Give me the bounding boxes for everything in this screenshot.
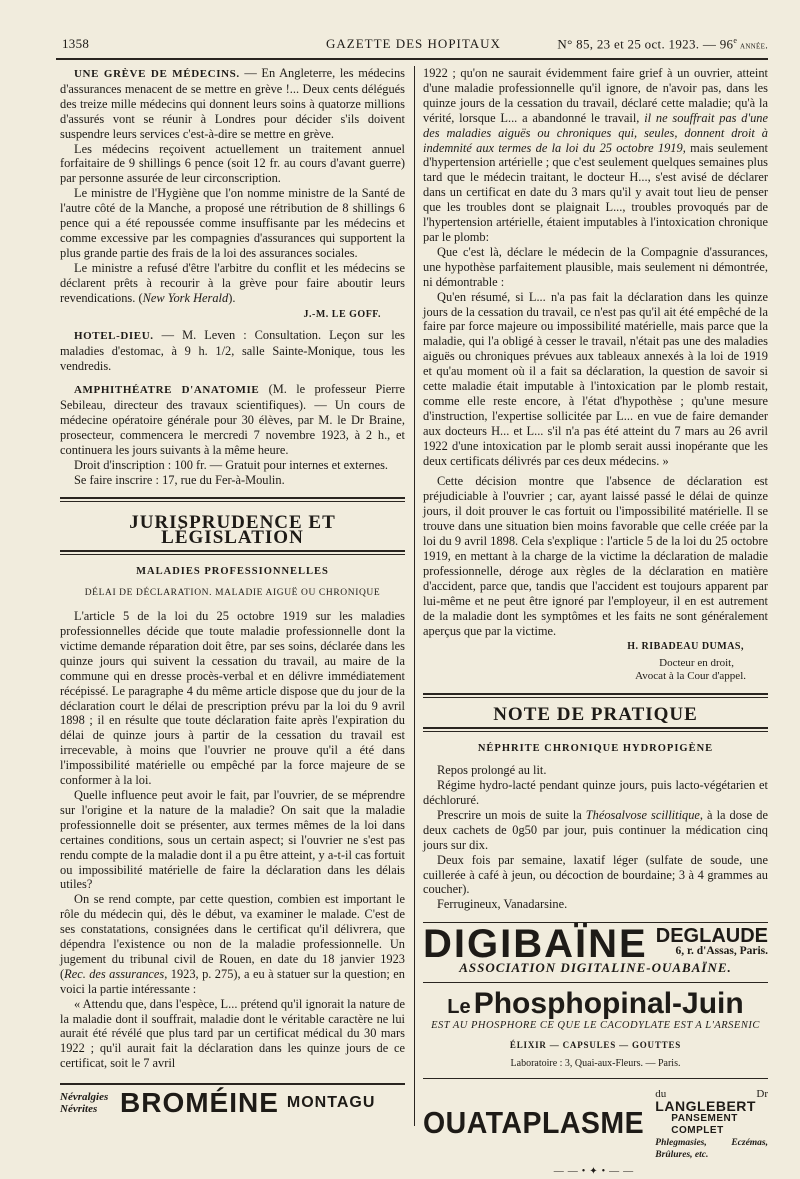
ad-ouataplasme-name: OUATAPLASME xyxy=(423,1105,645,1141)
hotel-dieu-notice: HOTEL-DIEU. — M. Leven : Consultation. Leçon sur les maladies d'estomac, à 9 h. 1/2, salle Sainte-Monique, tous les vendredis. xyxy=(60,328,405,374)
section-rule xyxy=(423,727,768,732)
juris-p1: L'article 5 de la loi du 25 octobre 1919 sur les maladies professionnelles décide que toute maladie professionnelle dont la victime demande réparation doit être, par ses soins, déclarée dans les quinze jours qui suivent la cessation du travail, au maire de la commune qui en dresse procès-verbal et en délivre immédiatement récépissé. Le paragraphe 4 du même article dispose que du jour de la déclaration court le délai de prescription prévu par la loi du 9 avril 1898 ; il en résulte que toute déclaration faite après l'expiration du délai de quinze jours à partir de la cessation du travail est irrecevable, à moins que l'ouvrier ne prouve qu'il a été dans l'impossibilité matérielle ou empêché par la force majeure de se conformer à la loi. xyxy=(60,609,405,788)
header-rule xyxy=(56,58,768,60)
section-title-note: NOTE DE PRATIQUE xyxy=(493,704,698,726)
ad-ouataplasme-maker-block: du Dr LANGLEBERT PANSEMENT COMPLET Phlegmasies, Eczémas, Brûlures, etc. xyxy=(655,1087,768,1160)
ornament-icon: ——•✦•—— xyxy=(553,1165,638,1177)
ad-digibaine-assoc: ASSOCIATION DIGITALINE-OUABAÏNE. xyxy=(459,960,732,976)
note-subtitle: NÉPHRITE CHRONIQUE HYDROPIGÈNE xyxy=(477,743,714,755)
juris-p3: On se rend compte, par cette question, combien est important le rôle du médecin qui, dès le début, va examiner le malade. C'est de ses constatations, consignées dans le certificat qu'il délivrera, que dépendra l'existence ou non de la maladie professionnelle. Un jugement du tribunal civil de Rouen, en date du 18 janvier 1923 (Rec. des assurances, 1923, p. 275), a eu à statuer sur la question; en voici la partie intéressante : xyxy=(60,892,405,996)
note-line-1: Repos prolongé au lit. xyxy=(437,763,547,778)
page-number: 1358 xyxy=(62,36,90,51)
note-line-2: Régime hydro-lacté pendant quinze jours, puis lacto-végétarien et déchloruré. xyxy=(423,778,768,807)
section-rule xyxy=(60,550,405,555)
ad-digibaine-maker-block xyxy=(655,925,768,959)
ad-phosphopinal-lab: Laboratoire : 3, Quai-aux-Fleurs. — Paris. xyxy=(510,1057,681,1069)
juris-cont-p4: Cette décision montre que l'absence de déclaration est préjudiciable à l'ouvrier ; car, ayant laissé passé le délai de quinze jours, il doit prouver le cas fortuit ou l'impossibilité matérielle. Il se trouve dans une situation bien moins favorable que celle créée par la loi du 9 avril 1898. Cela s'explique : l'article 5 de la loi du 25 octobre 1919, en mettant à la charge de la victime la déclaration de maladie professionnelle, déroge aux règles de la déclaration en matière d'accident, parce que, tandis que l'accident est toujours apparent par lui-même et ne peut être ignoré par l'employeur, il en est autrement de la maladie dont les symptômes et les faits ne sont généralement aperçus que par la victime. xyxy=(423,474,768,638)
note-line-4: Deux fois par semaine, laxatif léger (sulfate de soude, une cuillerée à café à jeun, ou décoction de bourdaine; 3 à 4 grammes au coucher). xyxy=(423,852,768,897)
juris-signature-title: Docteur en droit, xyxy=(659,657,734,670)
ad-phosphopinal-tagline: EST AU PHOSPHORE CE QUE LE CACODYLATE EST A L'ARSENIC xyxy=(431,1019,760,1031)
juris-signature: H. RIBADEAU DUMAS, xyxy=(627,641,744,653)
section-title-jurisprudence: JURISPRUDENCE ET LÉGISLATION xyxy=(129,512,336,549)
juris-p4: « Attendu que, dans l'espèce, L... prétend qu'il ignorait la nature de la maladie dont il souffrait, maladie dont le véritable caractère ne lui aurait été révélé que plus tard par un certificat médical du 30 mars 1922 ; qu'il aurait fait la déclaration dans les quinze jours de ce certificat, soit le 7 avril xyxy=(60,996,405,1071)
section-rule xyxy=(423,693,768,698)
ad-digibaine-address: 6, r. d'Assas, Paris. xyxy=(675,945,768,958)
page-header xyxy=(56,28,768,58)
ad-rule xyxy=(423,1078,768,1079)
right-column xyxy=(423,66,768,1179)
juris-cont-p2: Que c'est là, déclare le médecin de la Compagnie d'assurances, une hypothèse parfaitement plausible, mais seulement ni démontrée, ni démontrable : xyxy=(423,244,768,289)
ad-phosphopinal: Le Phosphopinal-Juin xyxy=(447,986,744,1020)
article-greve-p4: Le ministre a refusé d'être l'arbitre du conflit et les médecins se déclarent prêts à recourir à la grève pour faire aboutir leurs revendications. (New York Herald). xyxy=(60,260,405,305)
left-column xyxy=(60,66,406,1118)
article-greve-p1: UNE GRÈVE DE MÉDECINS. — En Angleterre, les médecins d'assurances menacent de se mettre en grève !... Deux cents délégués des treize mille médecins qui donnent leurs soins à quatorze millions d'assurés vont se réunir à Londres pour décider s'ils doivent suspendre leurs services c'est-à-dire se mettre en grève. xyxy=(60,66,406,141)
ad-phosphopinal-name: Phosphopinal-Juin xyxy=(473,986,744,1020)
ad-digibaine-maker: DEGLAUDE xyxy=(655,925,768,948)
ad-bromeine-maker: MONTAGU xyxy=(286,1093,376,1111)
juris-cont-p1: 1922 ; qu'on ne saurait évidemment faire grief à un ouvrier, atteint d'une maladie professionnelle qu'il ignore, de n'avoir pas, dans les quinze jours de la cessation du travail, déclaré cette maladie; qu'à la vérité, lorsque L... a abandonné le travail, il ne souffrait pas d'une des maladies aiguës ou chroniques qui, seules, donnent droit à indemnité aux termes de la loi du 25 octobre 1919, mais seulement d'hypertension artérielle ; que c'est seulement quelques semaines plus tard que le médecin traitant, le docteur H..., s'est avisé de déclarer dans un certificat en date du 3 mars qu'il y avait tout lieu de penser que les troubles dont se plaignait L..., troubles provoqués par de l'hypertension artérielle, étaient imputables à l'intoxication chronique par le plomb: xyxy=(423,66,769,244)
article-greve-p2: Les médecins reçoivent actuellement un traitement annuel forfaitaire de 9 shillings 6 pence (soit 12 fr. au cours d'avant guerre) par personne assurée de leur circonscription. xyxy=(60,141,405,186)
article-greve-p3: Le ministre de l'Hygiène que l'on nomme ministre de la Santé de l'autre côté de la Manche, a proposé une rétribution de 8 shillings 6 pence qui a été repoussée comme insuffisante par les médecins et comme excessive par les compagnies d'assurances qui supportent la plus grande partie des frais de la loi des assurances sociales. xyxy=(60,186,405,260)
ad-bromeine-name: BROMÉINE xyxy=(120,1086,279,1118)
column-separator xyxy=(414,66,415,1126)
note-line-3: Prescrire un mois de suite la Théosalvose scillitique, à la dose de deux cachets de 0g50 par jour, puis continuer la médication cinq jours sur dix. xyxy=(423,807,768,852)
journal-title: GAZETTE DES HOPITAUX xyxy=(326,36,501,51)
section-rule xyxy=(60,497,405,502)
juris-cont-p3: Qu'en résumé, si L... n'a pas fait la déclaration dans les quinze jours de la cessation du travail, ce n'est pas qu'il ait été empêché de la faire par force majeure ou impossibilité matérielle, mais parce que la maladie, qui l'a obligé à cesser le travail, n'était pas une des maladies aiguës ou chroniques prévues aux tableaux annexés à la loi de 1919 et qu'au moment où il a fait sa déclaration, la question de savoir si cette maladie était imputable à l'intoxication par le plomb restait, comme elle reste encore, à l'état d'hypothèse ; qu'une mesure d'instruction, l'expertise sollicitée par L... en vue de faire demander aux docteurs H... et L... s'il n'a pas été atteint du 7 mars au 26 avril 1922 d'une intoxication par le plomb serait aussi inopérante que les deux certificats délivrés par ces deux médecins. » xyxy=(423,289,768,468)
ad-ouataplasme xyxy=(423,1087,768,1161)
amphi-address: Se faire inscrire : 17, rue du Fer-à-Moulin. xyxy=(74,472,285,487)
ad-phosphopinal-forms: ÉLIXIR — CAPSULES — GOUTTES xyxy=(509,1039,682,1050)
ad-rule xyxy=(423,982,768,983)
juris-subsubtitle: DÉLAI DE DÉCLARATION. MALADIE AIGUË OU CHRONIQUE xyxy=(84,588,381,599)
ad-digibaine xyxy=(423,921,768,966)
amphi-notice: AMPHITHÉATRE D'ANATOMIE (M. le professeur Pierre Sebileau, directeur des travaux scientifiques). — Un cours de médecine opératoire générale pour 30 élèves, par M. le Dr Braine, prosecteur, commencera le mercredi 7 novembre 1923, à 2 h., et continuera les jours suivants à la même heure. xyxy=(60,382,405,457)
ad-digibaine-name: DIGIBAÏNE xyxy=(423,921,648,966)
juris-p2: Quelle influence peut avoir le fait, par l'ouvrier, de se méprendre sur l'origine et la nature de la maladie? On sait que la maladie professionnelle doit se présenter, aux termes mêmes de la loi dans certaines conditions, sous un certain aspect; si l'ouvrier ne s'est pas rendu compte de la maladie dont il a pu être atteint, y a-t-il cas fortuit ou impossibilité matérielle de faire la déclaration dans les délais utiles? xyxy=(60,787,405,892)
amphi-fee: Droit d'inscription : 100 fr. — Gratuit pour internes et externes. xyxy=(74,457,388,472)
article-greve-signature: J.-M. LE GOFF. xyxy=(303,308,381,320)
juris-signature-role: Avocat à la Cour d'appel. xyxy=(635,670,746,683)
ad-bromeine xyxy=(60,1083,405,1118)
issue-info: N° 85, 23 et 25 oct. 1923. — 96e année. xyxy=(557,36,768,52)
juris-subtitle: MALADIES PROFESSIONNELLES xyxy=(136,566,329,578)
ad-bromeine-indications: Névralgies Névrites xyxy=(60,1091,109,1116)
note-line-5: Ferrugineux, Vanadarsine. xyxy=(437,897,568,912)
